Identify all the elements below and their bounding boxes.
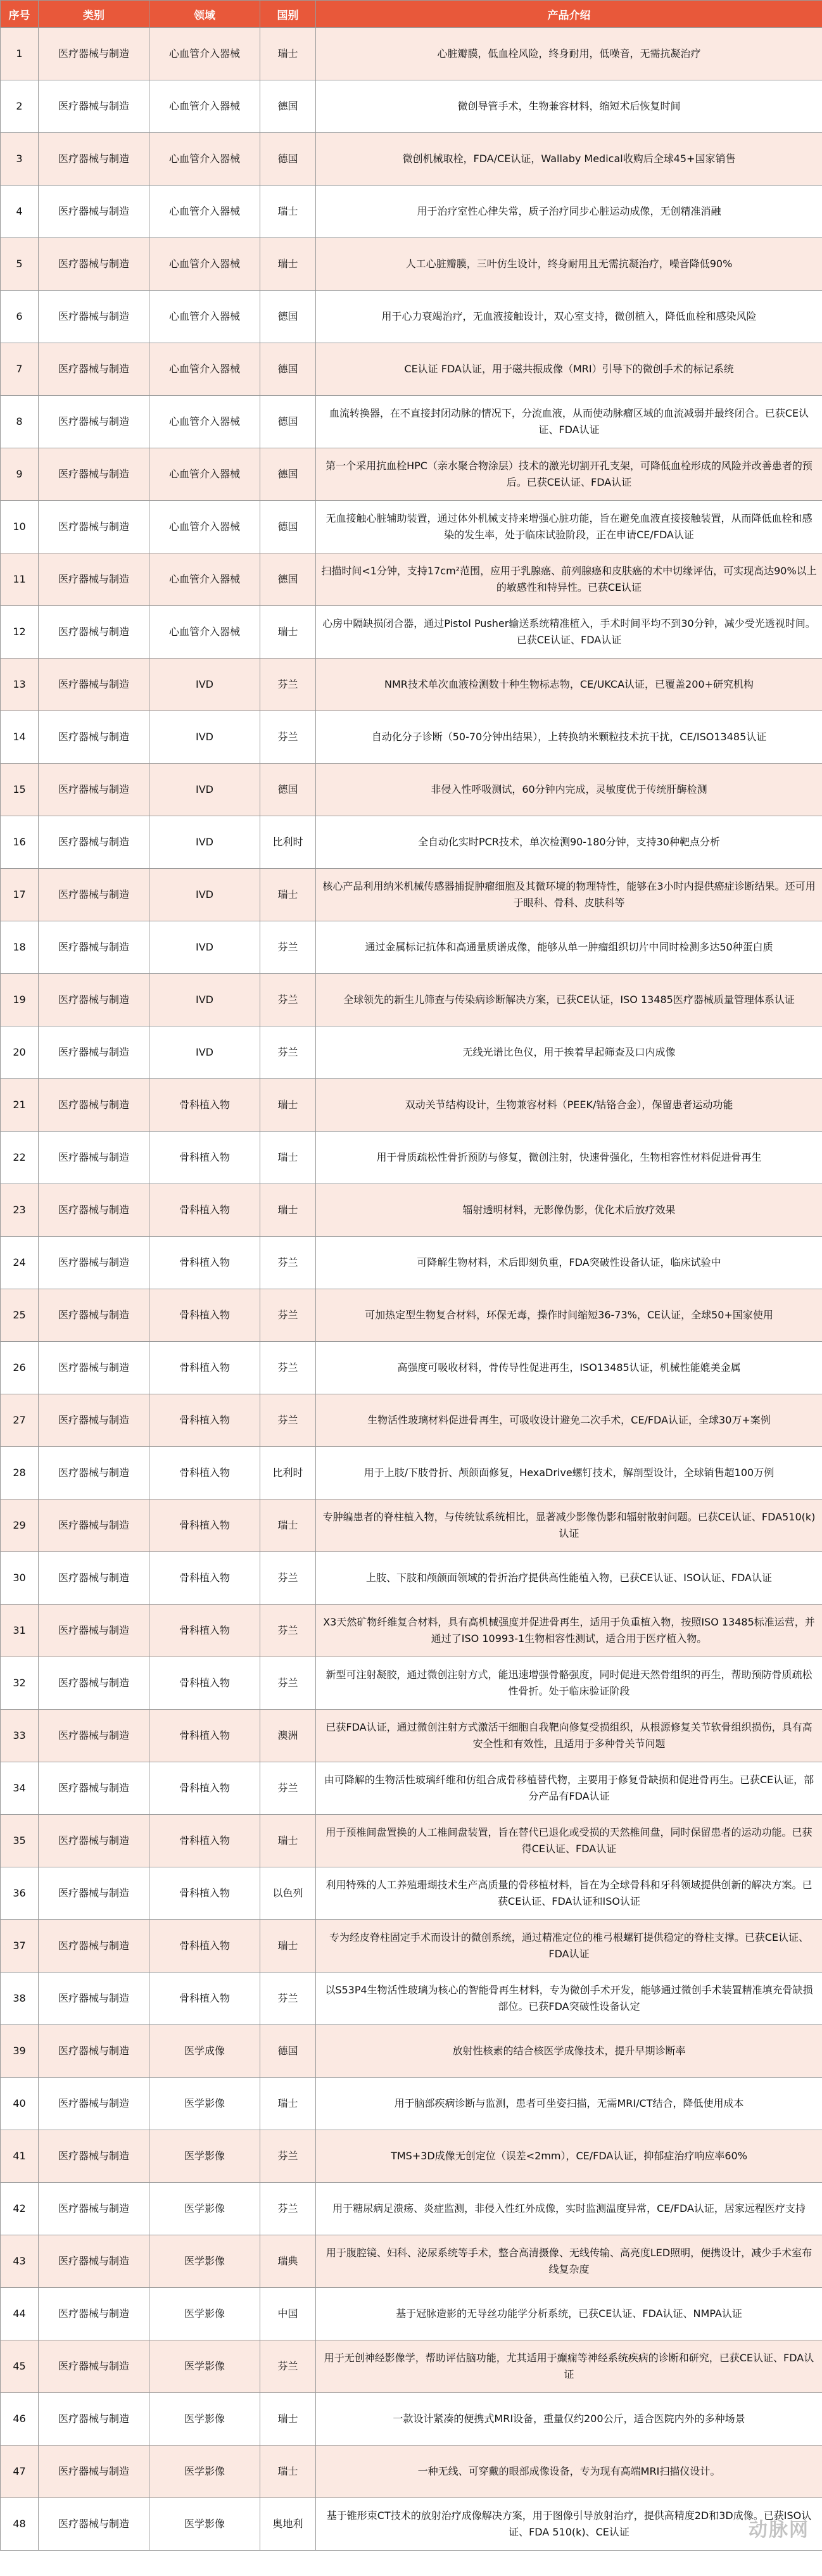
cell-country: 中国 [260,2288,316,2340]
table-row [1,501,822,553]
cell-category: 医疗器械与制造 [39,2446,149,2498]
table-row [1,1289,822,1342]
cell-no: 29 [1,1500,39,1552]
cell-country: 德国 [260,396,316,448]
cell-category: 医疗器械与制造 [39,1605,149,1657]
cell-field: 骨科植入物 [149,1920,260,1973]
cell-category: 医疗器械与制造 [39,2288,149,2340]
cell-desc: 专为经皮脊柱固定手术而设计的微创系统，通过精准定位的椎弓根螺钉提供稳定的脊柱支撑。已获CE认证、FDA认证 [316,1920,822,1973]
cell-desc: 双动关节结构设计，生物兼容材料（PEEK/钴铬合金），保留患者运动功能 [316,1079,822,1132]
cell-field: 骨科植入物 [149,1132,260,1184]
cell-desc: 无血接触心脏辅助装置，通过体外机械支持来增强心脏功能，旨在避免血液直接接触装置，从而降低血栓和感染的发生率，处于临床试验阶段，正在申请CE/FDA认证 [316,501,822,553]
cell-category: 医疗器械与制造 [39,2078,149,2130]
table-row [1,553,822,606]
cell-desc: 无线光谱比色仪，用于挨着早起筛查及口内成像 [316,1026,822,1079]
cell-desc: 新型可注射凝胶，通过微创注射方式，能迅速增强骨骼强度，同时促进天然骨组织的再生，帮助预防骨质疏松性骨折。处于临床验证阶段 [316,1657,822,1710]
cell-country: 德国 [260,2025,316,2078]
table-row [1,291,822,343]
cell-country: 德国 [260,764,316,816]
cell-category: 医疗器械与制造 [39,186,149,238]
cell-field: IVD [149,816,260,869]
cell-field: 骨科植入物 [149,1973,260,2025]
cell-category: 医疗器械与制造 [39,238,149,291]
table-header-row [1,1,822,28]
cell-no: 4 [1,186,39,238]
watermark-logo: 动脉网 [749,2520,809,2541]
cell-category: 医疗器械与制造 [39,921,149,974]
cell-desc: 用于腹腔镜、妇科、泌尿系统等手术，整合高清摄像、无线传输、高亮度LED照明，便携设计，减少手术室布线复杂度 [316,2235,822,2288]
cell-category: 医疗器械与制造 [39,1026,149,1079]
cell-category: 医疗器械与制造 [39,2340,149,2393]
cell-country: 芬兰 [260,1342,316,1394]
table-row [1,1710,822,1762]
cell-category: 医疗器械与制造 [39,1867,149,1920]
cell-category: 医疗器械与制造 [39,133,149,186]
table-row [1,1394,822,1447]
cell-desc: 用于无创神经影像学，帮助评估脑功能，尤其适用于癫痫等神经系统疾病的诊断和研究，已获CE认证、FDA认证 [316,2340,822,2393]
cell-category: 医疗器械与制造 [39,974,149,1026]
cell-desc: 用于糖尿病足溃疡、炎症监测，非侵入性红外成像，实时监测温度异常，CE/FDA认证，居家远程医疗支持 [316,2183,822,2235]
cell-category: 医疗器械与制造 [39,1815,149,1867]
cell-field: 心血管介入器械 [149,448,260,501]
cell-desc: NMR技术单次血液检测数十种生物标志物，CE/UKCA认证，已覆盖200+研究机构 [316,659,822,711]
cell-country: 德国 [260,80,316,133]
cell-no: 3 [1,133,39,186]
cell-no: 42 [1,2183,39,2235]
cell-country: 芬兰 [260,1657,316,1710]
cell-no: 1 [1,28,39,80]
cell-field: 骨科植入物 [149,1710,260,1762]
cell-no: 39 [1,2025,39,2078]
table-row [1,2235,822,2288]
cell-no: 28 [1,1447,39,1500]
table-row [1,659,822,711]
cell-category: 医疗器械与制造 [39,1657,149,1710]
cell-field: 骨科植入物 [149,1500,260,1552]
cell-category: 医疗器械与制造 [39,2025,149,2078]
header-country: 国别 [260,1,316,28]
cell-desc: 可加热定型生物复合材料，环保无毒，操作时间缩短36-73%，CE认证，全球50+国家使用 [316,1289,822,1342]
cell-no: 41 [1,2130,39,2183]
cell-country: 奥地利 [260,2498,316,2551]
cell-desc: 用于脑部疾病诊断与监测，患者可坐姿扫描，无需MRI/CT结合，降低使用成本 [316,2078,822,2130]
cell-country: 芬兰 [260,711,316,764]
cell-field: 骨科植入物 [149,1605,260,1657]
cell-field: IVD [149,764,260,816]
cell-desc: 放射性核素的结合核医学成像技术，提升早期诊断率 [316,2025,822,2078]
cell-field: 心血管介入器械 [149,501,260,553]
table-row [1,1184,822,1237]
cell-field: 心血管介入器械 [149,238,260,291]
cell-field: 医学成像 [149,2025,260,2078]
header-no: 序号 [1,1,39,28]
cell-no: 19 [1,974,39,1026]
cell-field: 医学影像 [149,2130,260,2183]
table-row [1,1920,822,1973]
table-body [1,28,822,2551]
table-row [1,869,822,921]
cell-country: 芬兰 [260,1762,316,1815]
cell-desc: 自动化分子诊断（50-70分钟出结果），上转换纳米颗粒技术抗干扰，CE/ISO13485认证 [316,711,822,764]
cell-country: 芬兰 [260,2183,316,2235]
cell-category: 医疗器械与制造 [39,2498,149,2551]
cell-no: 22 [1,1132,39,1184]
cell-country: 芬兰 [260,1394,316,1447]
cell-country: 瑞士 [260,1920,316,1973]
cell-no: 16 [1,816,39,869]
table-row [1,1552,822,1605]
cell-country: 芬兰 [260,1605,316,1657]
cell-country: 瑞士 [260,2078,316,2130]
cell-field: 心血管介入器械 [149,396,260,448]
table-row [1,1867,822,1920]
cell-field: 心血管介入器械 [149,343,260,396]
cell-country: 瑞士 [260,1815,316,1867]
cell-no: 40 [1,2078,39,2130]
cell-desc: 以S53P4生物活性玻璃为核心的智能骨再生材料，专为微创手术开发，能够通过微创手术装置精准填充骨缺损部位。已获FDA突破性设备认定 [316,1973,822,2025]
cell-country: 瑞士 [260,606,316,659]
cell-category: 医疗器械与制造 [39,869,149,921]
table-row [1,2025,822,2078]
cell-no: 5 [1,238,39,291]
cell-desc: 心脏瓣膜，低血栓风险，终身耐用，低噪音，无需抗凝治疗 [316,28,822,80]
table-row [1,974,822,1026]
cell-country: 芬兰 [260,2340,316,2393]
cell-no: 38 [1,1973,39,2025]
table-row [1,921,822,974]
cell-field: 医学影像 [149,2498,260,2551]
cell-desc: 微创机械取栓，FDA/CE认证，Wallaby Medical收购后全球45+国家销售 [316,133,822,186]
cell-no: 33 [1,1710,39,1762]
cell-country: 德国 [260,501,316,553]
cell-field: 骨科植入物 [149,1815,260,1867]
cell-category: 医疗器械与制造 [39,2130,149,2183]
cell-no: 11 [1,553,39,606]
cell-desc: 由可降解的生物活性玻璃纤维和仿组合成骨移植替代物，主要用于修复骨缺损和促进骨再生。已获CE认证，部分产品有FDA认证 [316,1762,822,1815]
table-row [1,764,822,816]
cell-country: 德国 [260,448,316,501]
cell-category: 医疗器械与制造 [39,1552,149,1605]
table-row [1,2498,822,2551]
cell-field: 骨科植入物 [149,1657,260,1710]
cell-country: 芬兰 [260,1026,316,1079]
cell-field: 医学影像 [149,2446,260,2498]
table-row [1,1657,822,1710]
table-row [1,1079,822,1132]
cell-no: 12 [1,606,39,659]
cell-no: 2 [1,80,39,133]
cell-country: 芬兰 [260,2130,316,2183]
table-row [1,1500,822,1552]
cell-country: 比利时 [260,816,316,869]
table-row [1,2340,822,2393]
cell-no: 27 [1,1394,39,1447]
cell-no: 8 [1,396,39,448]
cell-country: 瑞士 [260,1132,316,1184]
cell-category: 医疗器械与制造 [39,1289,149,1342]
cell-no: 24 [1,1237,39,1289]
cell-field: 骨科植入物 [149,1447,260,1500]
cell-field: 心血管介入器械 [149,28,260,80]
cell-country: 瑞士 [260,869,316,921]
cell-category: 医疗器械与制造 [39,1762,149,1815]
cell-desc: 基于锥形束CT技术的放射治疗成像解决方案，用于图像引导放射治疗，提供高精度2D和3D成像。已获ISO认证、FDA 510(k)、CE认证 [316,2498,822,2551]
cell-no: 37 [1,1920,39,1973]
cell-field: 心血管介入器械 [149,133,260,186]
table-row [1,448,822,501]
cell-category: 医疗器械与制造 [39,1920,149,1973]
cell-country: 澳洲 [260,1710,316,1762]
cell-no: 35 [1,1815,39,1867]
cell-desc: 全球领先的新生儿筛查与传染病诊断解决方案，已获CE认证，ISO 13485医疗器械质量管理体系认证 [316,974,822,1026]
cell-desc: 可降解生物材料，术后即刻负重，FDA突破性设备认证，临床试验中 [316,1237,822,1289]
cell-country: 芬兰 [260,921,316,974]
cell-country: 瑞士 [260,186,316,238]
table-row [1,2446,822,2498]
cell-desc: 用于心力衰竭治疗，无血液接触设计，双心室支持，微创植入，降低血栓和感染风险 [316,291,822,343]
cell-no: 7 [1,343,39,396]
cell-desc: 已获FDA认证，通过微创注射方式激活干细胞自我靶向修复受损组织，从根源修复关节软骨组织损伤，具有高安全性和有效性，且适用于多种骨关节问题 [316,1710,822,1762]
cell-category: 医疗器械与制造 [39,659,149,711]
cell-no: 10 [1,501,39,553]
cell-desc: X3天然矿物纤维复合材料，具有高机械强度并促进骨再生，适用于负重植入物，按照ISO 13485标准运营，并通过了ISO 10993-1生物相容性测试，适合用于医疗植入物。 [316,1605,822,1657]
cell-no: 34 [1,1762,39,1815]
cell-field: 骨科植入物 [149,1184,260,1237]
cell-no: 31 [1,1605,39,1657]
cell-desc: 辐射透明材料，无影像伪影，优化术后放疗效果 [316,1184,822,1237]
cell-category: 医疗器械与制造 [39,2235,149,2288]
cell-desc: 利用特殊的人工养殖珊瑚技术生产高质量的骨移植材料，旨在为全球骨科和牙科领域提供创新的解决方案。已获CE认证、FDA认证和ISO认证 [316,1867,822,1920]
table-row [1,1605,822,1657]
cell-country: 瑞典 [260,2235,316,2288]
cell-field: 医学影像 [149,2288,260,2340]
cell-desc: 专肿编患者的脊柱植入物，与传统钛系统相比，显著减少影像伪影和辐射散射问题。已获CE认证、FDA510(k)认证 [316,1500,822,1552]
cell-category: 医疗器械与制造 [39,816,149,869]
cell-no: 48 [1,2498,39,2551]
cell-field: 骨科植入物 [149,1394,260,1447]
cell-field: 骨科植入物 [149,1762,260,1815]
cell-field: IVD [149,659,260,711]
cell-category: 医疗器械与制造 [39,2183,149,2235]
cell-desc: 核心产品利用纳米机械传感器捕捉肿瘤细胞及其微环境的物理特性，能够在3小时内提供癌症诊断结果。还可用于眼科、骨科、皮肤科等 [316,869,822,921]
cell-no: 20 [1,1026,39,1079]
cell-category: 医疗器械与制造 [39,606,149,659]
cell-no: 32 [1,1657,39,1710]
table-row [1,711,822,764]
cell-no: 23 [1,1184,39,1237]
cell-category: 医疗器械与制造 [39,448,149,501]
cell-category: 医疗器械与制造 [39,501,149,553]
cell-no: 25 [1,1289,39,1342]
table-row [1,1026,822,1079]
cell-country: 德国 [260,291,316,343]
cell-desc: 上肢、下肢和颅颌面领域的骨折治疗提供高性能植入物，已获CE认证、ISO认证、FDA认证 [316,1552,822,1605]
cell-no: 18 [1,921,39,974]
cell-category: 医疗器械与制造 [39,2393,149,2446]
table-row [1,1447,822,1500]
cell-country: 德国 [260,553,316,606]
cell-no: 26 [1,1342,39,1394]
cell-category: 医疗器械与制造 [39,291,149,343]
header-description: 产品介绍 [316,1,822,28]
cell-desc: 血流转换器，在不直接封闭动脉的情况下，分流血液，从而使动脉瘤区域的血流减弱并最终闭合。已获CE认证、FDA认证 [316,396,822,448]
cell-field: IVD [149,711,260,764]
cell-country: 瑞士 [260,1079,316,1132]
cell-country: 瑞士 [260,28,316,80]
cell-desc: 非侵入性呼吸测试，60分钟内完成，灵敏度优于传统肝酶检测 [316,764,822,816]
cell-field: 心血管介入器械 [149,553,260,606]
cell-no: 43 [1,2235,39,2288]
cell-field: 医学影像 [149,2235,260,2288]
table-row [1,1815,822,1867]
table-row [1,1132,822,1184]
cell-category: 医疗器械与制造 [39,764,149,816]
cell-desc: 用于预椎间盘置换的人工椎间盘装置，旨在替代已退化或受损的天然椎间盘，同时保留患者的运动功能。已获得CE认证、FDA认证 [316,1815,822,1867]
cell-country: 芬兰 [260,659,316,711]
cell-desc: 一种无线、可穿戴的眼部成像设备，专为现有高端MRI扫描仪设计。 [316,2446,822,2498]
cell-field: IVD [149,974,260,1026]
cell-category: 医疗器械与制造 [39,1394,149,1447]
table-row [1,2130,822,2183]
cell-field: 骨科植入物 [149,1237,260,1289]
cell-category: 医疗器械与制造 [39,396,149,448]
cell-field: 心血管介入器械 [149,291,260,343]
cell-country: 芬兰 [260,1973,316,2025]
cell-country: 瑞士 [260,2446,316,2498]
cell-field: 骨科植入物 [149,1289,260,1342]
cell-field: 医学影像 [149,2393,260,2446]
cell-category: 医疗器械与制造 [39,1447,149,1500]
cell-no: 6 [1,291,39,343]
table-row [1,2078,822,2130]
cell-field: 医学影像 [149,2183,260,2235]
cell-category: 医疗器械与制造 [39,80,149,133]
cell-desc: 第一个采用抗血栓HPC（亲水聚合物涂层）技术的激光切割开孔支架，可降低血栓形成的风险并改善患者的预后。已获CE认证、FDA认证 [316,448,822,501]
cell-no: 15 [1,764,39,816]
cell-country: 以色列 [260,1867,316,1920]
cell-country: 瑞士 [260,238,316,291]
cell-country: 芬兰 [260,1237,316,1289]
cell-category: 医疗器械与制造 [39,28,149,80]
table-row [1,1762,822,1815]
cell-desc: 基于冠脉造影的无导丝功能学分析系统，已获CE认证、FDA认证、NMPA认证 [316,2288,822,2340]
cell-field: IVD [149,1026,260,1079]
cell-desc: 全自动化实时PCR技术，单次检测90-180分钟，支持30种靶点分析 [316,816,822,869]
table-row [1,186,822,238]
cell-no: 9 [1,448,39,501]
cell-field: 心血管介入器械 [149,186,260,238]
cell-desc: 用于上肢/下肢骨折、颅颌面修复，HexaDrive螺钉技术，解剖型设计，全球销售超100万例 [316,1447,822,1500]
cell-no: 17 [1,869,39,921]
cell-country: 芬兰 [260,974,316,1026]
cell-desc: CE认证 FDA认证，用于磁共振成像（MRI）引导下的微创手术的标记系统 [316,343,822,396]
cell-country: 瑞士 [260,2393,316,2446]
table-row [1,2393,822,2446]
cell-category: 医疗器械与制造 [39,1184,149,1237]
cell-no: 45 [1,2340,39,2393]
cell-no: 21 [1,1079,39,1132]
table-row [1,1237,822,1289]
table-row [1,133,822,186]
cell-no: 46 [1,2393,39,2446]
header-field: 领域 [149,1,260,28]
cell-country: 比利时 [260,1447,316,1500]
cell-desc: 高强度可吸收材料，骨传导性促进再生，ISO13485认证，机械性能媲美金属 [316,1342,822,1394]
cell-no: 13 [1,659,39,711]
cell-country: 德国 [260,343,316,396]
cell-field: 骨科植入物 [149,1867,260,1920]
cell-desc: 通过金属标记抗体和高通量质谱成像，能够从单一肿瘤组织切片中同时检测多达50种蛋白质 [316,921,822,974]
cell-desc: 扫描时间<1分钟，支持17cm²范围，应用于乳腺癌、前列腺癌和皮肤癌的术中切缘评估，可实现高达90%以上的敏感性和特异性。已获CE认证 [316,553,822,606]
cell-category: 医疗器械与制造 [39,1079,149,1132]
cell-no: 44 [1,2288,39,2340]
cell-field: IVD [149,869,260,921]
cell-country: 瑞士 [260,1500,316,1552]
cell-field: 骨科植入物 [149,1552,260,1605]
cell-category: 医疗器械与制造 [39,1500,149,1552]
cell-desc: 微创导管手术，生物兼容材料，缩短术后恢复时间 [316,80,822,133]
cell-category: 医疗器械与制造 [39,553,149,606]
cell-category: 医疗器械与制造 [39,343,149,396]
cell-field: 骨科植入物 [149,1079,260,1132]
cell-field: 医学影像 [149,2340,260,2393]
table-row [1,80,822,133]
cell-no: 14 [1,711,39,764]
cell-category: 医疗器械与制造 [39,1973,149,2025]
cell-field: 医学影像 [149,2078,260,2130]
cell-no: 36 [1,1867,39,1920]
cell-field: 心血管介入器械 [149,80,260,133]
cell-field: IVD [149,921,260,974]
table-row [1,816,822,869]
cell-desc: 用于骨质疏松性骨折预防与修复，微创注射，快速骨强化，生物相容性材料促进骨再生 [316,1132,822,1184]
cell-country: 芬兰 [260,1552,316,1605]
cell-desc: 一款设计紧凑的便携式MRI设备，重量仅约200公斤，适合医院内外的多种场景 [316,2393,822,2446]
cell-no: 30 [1,1552,39,1605]
cell-category: 医疗器械与制造 [39,1342,149,1394]
cell-category: 医疗器械与制造 [39,1237,149,1289]
table-row [1,28,822,80]
cell-desc: TMS+3D成像无创定位（误差<2mm），CE/FDA认证，抑郁症治疗响应率60% [316,2130,822,2183]
cell-desc: 人工心脏瓣膜，三叶仿生设计，终身耐用且无需抗凝治疗，噪音降低90% [316,238,822,291]
table-row [1,2183,822,2235]
table-row [1,2288,822,2340]
table-row [1,396,822,448]
cell-desc: 生物活性玻璃材料促进骨再生，可吸收设计避免二次手术，CE/FDA认证，全球30万+案例 [316,1394,822,1447]
cell-field: 心血管介入器械 [149,606,260,659]
cell-category: 医疗器械与制造 [39,711,149,764]
header-category: 类别 [39,1,149,28]
table-row [1,343,822,396]
table-row [1,238,822,291]
cell-country: 芬兰 [260,1289,316,1342]
cell-field: 骨科植入物 [149,1342,260,1394]
cell-category: 医疗器械与制造 [39,1710,149,1762]
cell-country: 德国 [260,133,316,186]
cell-desc: 心房中隔缺损闭合器，通过Pistol Pusher输送系统精准植入，手术时间平均不到30分钟，减少受光透视时间。已获CE认证、FDA认证 [316,606,822,659]
table-row [1,1342,822,1394]
cell-country: 瑞士 [260,1184,316,1237]
table-row [1,606,822,659]
cell-category: 医疗器械与制造 [39,1132,149,1184]
cell-desc: 用于治疗室性心律失常，质子治疗同步心脏运动成像，无创精准消融 [316,186,822,238]
cell-no: 47 [1,2446,39,2498]
table-row [1,1973,822,2025]
